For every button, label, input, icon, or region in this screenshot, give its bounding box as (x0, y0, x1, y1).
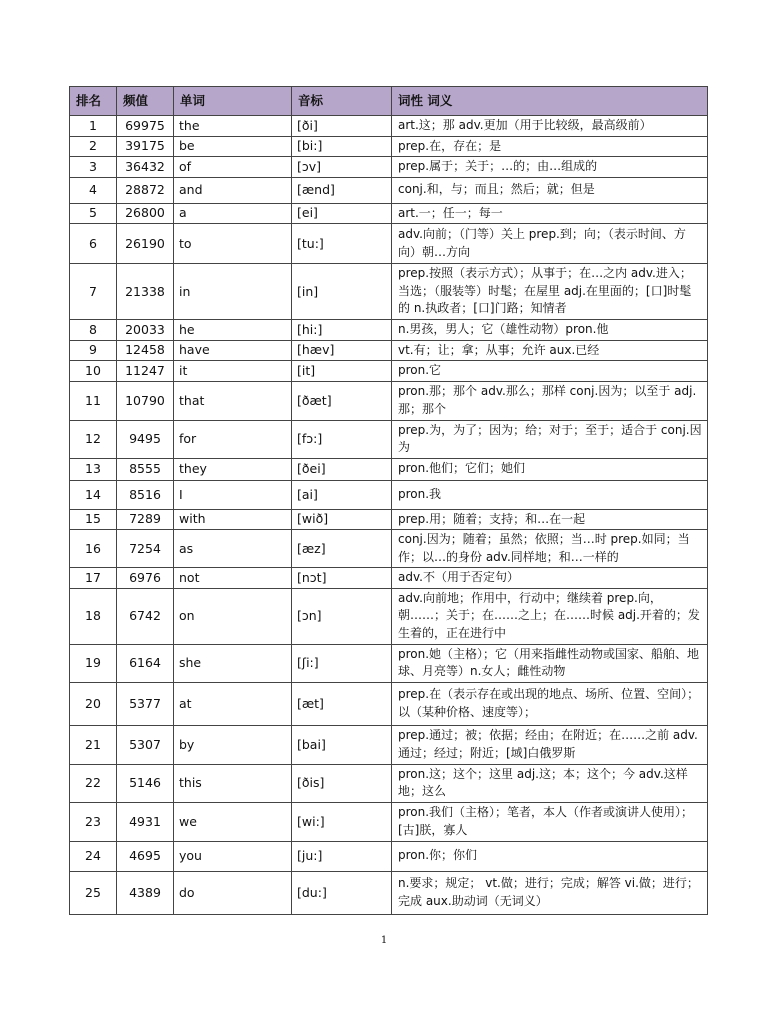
header-meaning: 词性 词义 (392, 87, 708, 116)
rank-cell: 9 (70, 340, 117, 361)
frequency-cell: 28872 (117, 177, 174, 203)
meaning-cell: prep.属于；关于；…的；由…组成的 (392, 157, 708, 178)
word-cell: we (174, 802, 292, 841)
meaning-cell: conj.因为；随着；虽然；依照；当…时 prep.如同；当作；以…的身份 adv.同样地；和…一样的 (392, 530, 708, 568)
rank-cell: 19 (70, 644, 117, 682)
meaning-cell: n.要求；规定； vt.做；进行；完成；解答 vi.做；进行；完成 aux.助动词（无词义） (392, 871, 708, 914)
frequency-cell: 11247 (117, 361, 174, 382)
word-cell: he (174, 320, 292, 341)
meaning-cell: art.这；那 adv.更加（用于比较级，最高级前） (392, 116, 708, 137)
word-cell: in (174, 264, 292, 320)
meaning-cell: pron.那；那个 adv.那么；那样 conj.因为；以至于 adj.那；那个 (392, 381, 708, 420)
table-row (70, 361, 708, 382)
meaning-cell: art.一；任一；每一 (392, 203, 708, 224)
meaning-cell: prep.用；随着；支持；和…在一起 (392, 509, 708, 530)
rank-cell: 8 (70, 320, 117, 341)
word-cell: for (174, 420, 292, 458)
rank-cell: 10 (70, 361, 117, 382)
word-cell: as (174, 530, 292, 568)
table-row (70, 320, 708, 341)
word-cell: by (174, 725, 292, 764)
word-cell: the (174, 116, 292, 137)
frequency-cell: 4695 (117, 841, 174, 871)
phonetic-cell: [ðis] (292, 764, 392, 802)
phonetic-cell: [æt] (292, 682, 392, 725)
phonetic-cell: [hæv] (292, 340, 392, 361)
word-cell: a (174, 203, 292, 224)
frequency-cell: 26800 (117, 203, 174, 224)
phonetic-cell: [æz] (292, 530, 392, 568)
phonetic-cell: [it] (292, 361, 392, 382)
phonetic-cell: [nɔt] (292, 568, 392, 589)
phonetic-cell: [ɔv] (292, 157, 392, 178)
meaning-cell: vt.有；让；拿；从事；允许 aux.已经 (392, 340, 708, 361)
phonetic-cell: [ʃi:] (292, 644, 392, 682)
frequency-cell: 5146 (117, 764, 174, 802)
rank-cell: 7 (70, 264, 117, 320)
meaning-cell: prep.在，存在；是 (392, 136, 708, 157)
rank-cell: 22 (70, 764, 117, 802)
frequency-cell: 6976 (117, 568, 174, 589)
phonetic-cell: [ænd] (292, 177, 392, 203)
table-row (70, 644, 708, 682)
meaning-cell: adv.不（用于否定句） (392, 568, 708, 589)
phonetic-cell: [ɔn] (292, 588, 392, 644)
frequency-cell: 39175 (117, 136, 174, 157)
rank-cell: 14 (70, 480, 117, 509)
meaning-cell: pron.我 (392, 480, 708, 509)
frequency-cell: 69975 (117, 116, 174, 137)
word-cell: to (174, 224, 292, 264)
phonetic-cell: [ðei] (292, 458, 392, 480)
frequency-cell: 6742 (117, 588, 174, 644)
frequency-cell: 36432 (117, 157, 174, 178)
meaning-cell: prep.通过；被；依据；经由；在附近；在……之前 adv.通过；经过；附近；[域]白俄罗斯 (392, 725, 708, 764)
rank-cell: 6 (70, 224, 117, 264)
word-cell: it (174, 361, 292, 382)
header-rank: 排名 (70, 87, 117, 116)
frequency-cell: 8555 (117, 458, 174, 480)
frequency-cell: 9495 (117, 420, 174, 458)
phonetic-cell: [in] (292, 264, 392, 320)
table-row (70, 530, 708, 568)
word-cell: have (174, 340, 292, 361)
rank-cell: 2 (70, 136, 117, 157)
table-row (70, 588, 708, 644)
phonetic-cell: [hi:] (292, 320, 392, 341)
phonetic-cell: [wið] (292, 509, 392, 530)
word-cell: not (174, 568, 292, 589)
phonetic-cell: [du:] (292, 871, 392, 914)
meaning-cell: prep.为，为了；因为；给；对于；至于；适合于 conj.因为 (392, 420, 708, 458)
meaning-cell: pron.她（主格）；它（用来指雌性动物或国家、船舶、地球、月亮等）n.女人；雌性动物 (392, 644, 708, 682)
table-body (70, 116, 708, 915)
table-row (70, 224, 708, 264)
table-row (70, 764, 708, 802)
rank-cell: 23 (70, 802, 117, 841)
word-cell: and (174, 177, 292, 203)
table-row (70, 841, 708, 871)
vocabulary-table (69, 86, 708, 915)
phonetic-cell: [fɔ:] (292, 420, 392, 458)
rank-cell: 4 (70, 177, 117, 203)
meaning-cell: prep.在（表示存在或出现的地点、场所、位置、空间）；以（某种价格、速度等）； (392, 682, 708, 725)
phonetic-cell: [bi:] (292, 136, 392, 157)
frequency-cell: 10790 (117, 381, 174, 420)
rank-cell: 25 (70, 871, 117, 914)
rank-cell: 11 (70, 381, 117, 420)
frequency-cell: 7254 (117, 530, 174, 568)
frequency-cell: 5377 (117, 682, 174, 725)
table-row (70, 509, 708, 530)
word-cell: she (174, 644, 292, 682)
word-cell: on (174, 588, 292, 644)
table-row (70, 136, 708, 157)
table-row (70, 871, 708, 914)
table-row (70, 381, 708, 420)
meaning-cell: adv.向前；（门等）关上 prep.到；向；（表示时间、方向）朝…方向 (392, 224, 708, 264)
table-header-row (70, 87, 708, 116)
table-row (70, 177, 708, 203)
page-number: 1 (380, 935, 388, 946)
rank-cell: 13 (70, 458, 117, 480)
phonetic-cell: [bai] (292, 725, 392, 764)
frequency-cell: 12458 (117, 340, 174, 361)
rank-cell: 12 (70, 420, 117, 458)
phonetic-cell: [ðæt] (292, 381, 392, 420)
meaning-cell: pron.它 (392, 361, 708, 382)
rank-cell: 1 (70, 116, 117, 137)
meaning-cell: prep.按照（表示方式）；从事于；在…之内 adv.进入；当选；（服装等）时髦；在屋里 adj.在里面的；[口]时髦的 n.执政者；[口]门路；知情者 (392, 264, 708, 320)
table-row (70, 682, 708, 725)
table-row (70, 568, 708, 589)
rank-cell: 15 (70, 509, 117, 530)
word-cell: that (174, 381, 292, 420)
rank-cell: 17 (70, 568, 117, 589)
word-cell: I (174, 480, 292, 509)
table-row (70, 480, 708, 509)
table-row (70, 458, 708, 480)
meaning-cell: pron.你；你们 (392, 841, 708, 871)
meaning-cell: pron.这；这个；这里 adj.这；本；这个；今 adv.这样地；这么 (392, 764, 708, 802)
phonetic-cell: [wi:] (292, 802, 392, 841)
rank-cell: 21 (70, 725, 117, 764)
word-cell: be (174, 136, 292, 157)
table-row (70, 203, 708, 224)
phonetic-cell: [ði] (292, 116, 392, 137)
table-row (70, 420, 708, 458)
word-cell: you (174, 841, 292, 871)
word-cell: at (174, 682, 292, 725)
frequency-cell: 8516 (117, 480, 174, 509)
rank-cell: 20 (70, 682, 117, 725)
frequency-cell: 4389 (117, 871, 174, 914)
meaning-cell: adv.向前地；作用中，行动中；继续着 prep.向，朝……；关于；在……之上；在……时候 adj.开着的；发生着的，正在进行中 (392, 588, 708, 644)
rank-cell: 24 (70, 841, 117, 871)
word-cell: with (174, 509, 292, 530)
table-row (70, 157, 708, 178)
table-row (70, 340, 708, 361)
phonetic-cell: [ju:] (292, 841, 392, 871)
frequency-cell: 4931 (117, 802, 174, 841)
meaning-cell: pron.他们；它们；她们 (392, 458, 708, 480)
frequency-cell: 21338 (117, 264, 174, 320)
frequency-cell: 20033 (117, 320, 174, 341)
frequency-cell: 26190 (117, 224, 174, 264)
word-cell: do (174, 871, 292, 914)
word-cell: this (174, 764, 292, 802)
meaning-cell: conj.和，与；而且；然后；就；但是 (392, 177, 708, 203)
rank-cell: 5 (70, 203, 117, 224)
header-word: 单词 (174, 87, 292, 116)
table-row (70, 725, 708, 764)
meaning-cell: pron.我们（主格）；笔者，本人（作者或演讲人使用）；[古]朕，寡人 (392, 802, 708, 841)
frequency-cell: 5307 (117, 725, 174, 764)
table-row (70, 264, 708, 320)
phonetic-cell: [ei] (292, 203, 392, 224)
word-cell: of (174, 157, 292, 178)
table-row (70, 116, 708, 137)
meaning-cell: n.男孩，男人；它（雄性动物）pron.他 (392, 320, 708, 341)
frequency-cell: 6164 (117, 644, 174, 682)
frequency-cell: 7289 (117, 509, 174, 530)
rank-cell: 3 (70, 157, 117, 178)
table-row (70, 802, 708, 841)
header-phonetic: 音标 (292, 87, 392, 116)
word-cell: they (174, 458, 292, 480)
phonetic-cell: [tu:] (292, 224, 392, 264)
rank-cell: 16 (70, 530, 117, 568)
phonetic-cell: [ai] (292, 480, 392, 509)
rank-cell: 18 (70, 588, 117, 644)
header-frequency: 频值 (117, 87, 174, 116)
